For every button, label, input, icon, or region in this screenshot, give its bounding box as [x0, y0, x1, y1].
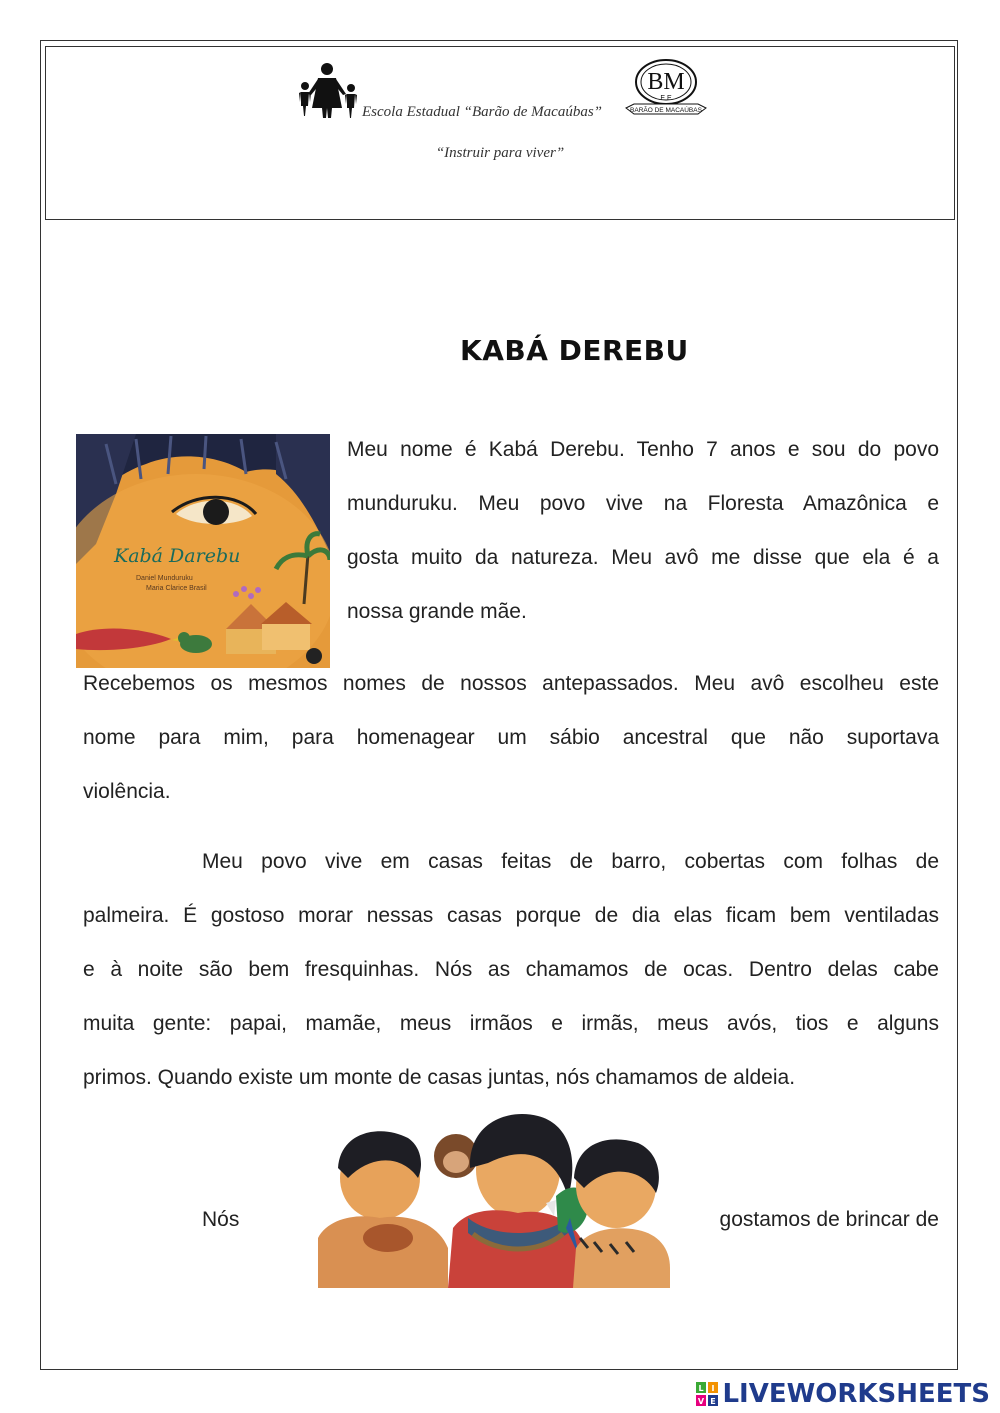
cover-author-1: Daniel Munduruku	[136, 575, 193, 582]
paragraph-4-end: gostamos de brincar de	[719, 1208, 939, 1231]
liveworksheets-wordmark: LIVEWORKSHEETS	[722, 1379, 990, 1409]
book-cover-image	[76, 434, 330, 668]
liveworksheets-icon	[696, 1382, 718, 1406]
paragraph-line: nossa grande mãe.	[347, 600, 527, 623]
paragraph-line: primos. Quando existe um monte de casas juntas, nós chamamos de aldeia.	[83, 1066, 796, 1089]
svg-text:I: I	[711, 1384, 715, 1393]
paragraph-line: violência.	[83, 780, 171, 803]
paragraph-line: gosta muito da natureza. Meu avô me disse que ela é a	[347, 546, 939, 569]
school-crest-icon	[622, 58, 710, 122]
family-logo-icon	[296, 62, 362, 120]
page-title: KABÁ DEREBU	[460, 334, 689, 367]
paragraph-line: palmeira. É gostoso morar nessas casas porque de dia elas ficam bem ventiladas	[83, 904, 939, 927]
cover-title: Kabá Darebu	[114, 545, 241, 567]
crest-ribbon-text: BARÃO DE MACAÚBAS	[630, 107, 702, 114]
paragraph-line: muita gente: papai, mamãe, meus irmãos e irmãs, meus avós, tios e alguns	[83, 1012, 939, 1035]
crest-letters: BM	[647, 69, 685, 95]
school-header	[45, 46, 955, 220]
paragraph-4-start: Nós	[202, 1208, 240, 1231]
paragraph-line: e à noite são bem fresquinhas. Nós as chamamos de ocas. Dentro delas cabe	[83, 958, 939, 981]
crest-subletters: E E	[660, 95, 672, 102]
svg-text:L: L	[698, 1384, 705, 1393]
paragraph-line: Meu nome é Kabá Derebu. Tenho 7 anos e sou do povo	[347, 438, 939, 461]
school-motto: “Instruir para viver”	[435, 145, 565, 161]
paragraph-line: munduruku. Meu povo vive na Floresta Amazônica e	[347, 492, 939, 515]
school-name: Escola Estadual “Barão de Macaúbas”	[362, 104, 602, 120]
paragraph-line: Meu povo vive em casas feitas de barro, cobertas com folhas de	[202, 850, 939, 873]
paragraph-line: Recebemos os mesmos nomes de nossos antepassados. Meu avô escolheu este	[83, 672, 939, 695]
children-illustration	[318, 1108, 670, 1288]
svg-text:V: V	[698, 1397, 705, 1406]
cover-author-2: Maria Clarice Brasil	[146, 585, 207, 592]
svg-text:E: E	[710, 1397, 717, 1406]
paragraph-line: nome para mim, para homenagear um sábio ancestral que não suportava	[83, 726, 939, 749]
liveworksheets-logo[interactable]	[696, 1378, 990, 1410]
